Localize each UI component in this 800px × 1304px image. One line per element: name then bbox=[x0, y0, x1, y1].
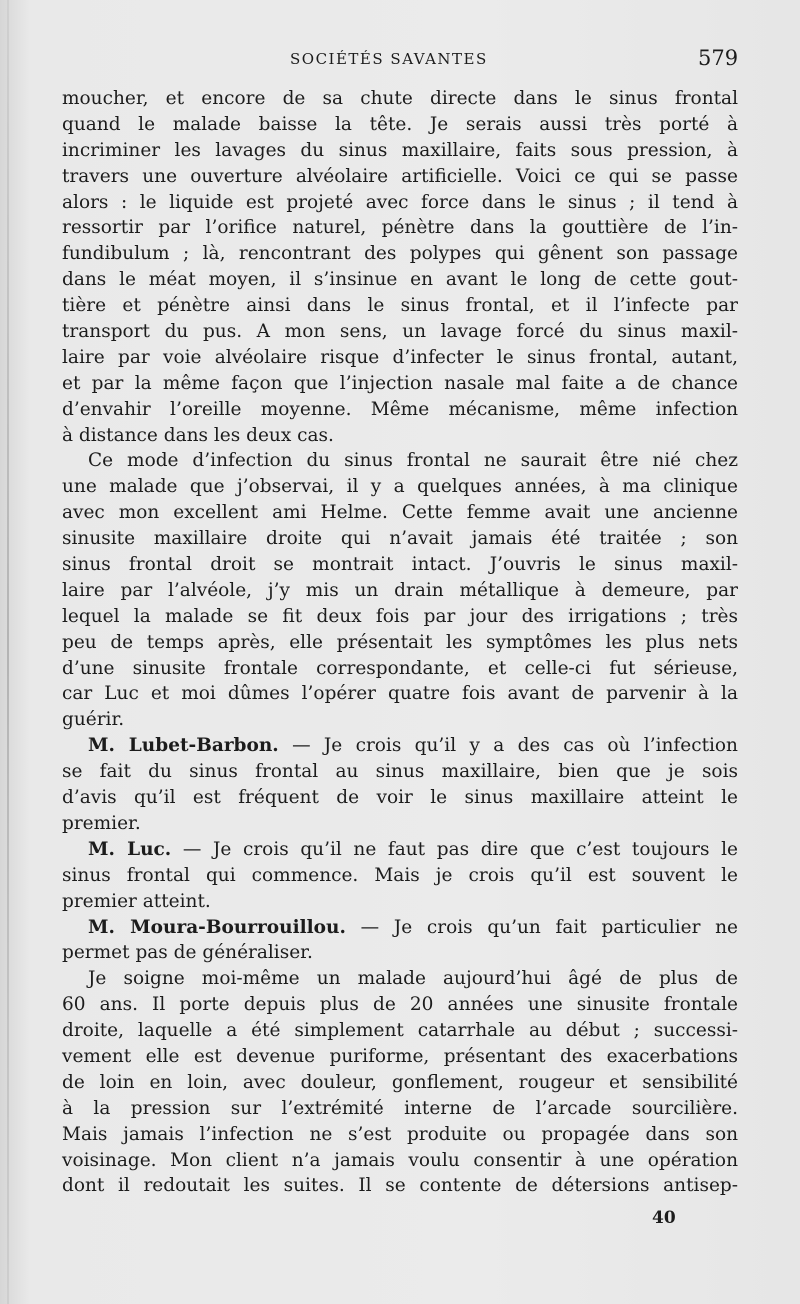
text-line: avec mon excellent ami Helme. Cette femme avait une ancienne bbox=[62, 502, 738, 524]
text-line: transport du pus. A mon sens, un lavage forcé du sinus maxil- bbox=[62, 321, 738, 343]
text-line: fundibulum ; là, rencontrant des polypes qui gênent son passage bbox=[62, 243, 738, 265]
text-line: de loin en loin, avec douleur, gonflement, rougeur et sensibilité bbox=[62, 1071, 738, 1093]
text-line: car Luc et moi dûmes l’opérer quatre fois avant de parvenir à la bbox=[62, 683, 738, 705]
text-line: alors : le liquide est projeté avec force dans le sinus ; il tend à bbox=[62, 191, 738, 213]
text-line: à distance dans les deux cas. bbox=[62, 424, 334, 446]
speech-line bbox=[62, 915, 738, 941]
text-line: Je soigne moi-même un malade aujourd’hui âgé de plus de bbox=[88, 968, 738, 990]
signature-mark: 40 bbox=[652, 1208, 676, 1228]
text-line: d’avis qu’il est fréquent de voir le sinus maxillaire atteint le bbox=[62, 787, 738, 809]
text-line: premier. bbox=[62, 812, 141, 834]
text-line: dans le méat moyen, il s’insinue en avant le long de cette gout- bbox=[62, 269, 738, 291]
running-header-title: SOCIÉTÉS SAVANTES bbox=[290, 50, 488, 68]
text-line: lequel la malade se fit deux fois par jour des irrigations ; très bbox=[62, 605, 738, 627]
text-line: d’une sinusite frontale correspondante, et celle-ci fut sérieuse, bbox=[62, 657, 738, 679]
text-line: sinus frontal qui commence. Mais je crois qu’il est souvent le bbox=[62, 864, 738, 886]
text-line: ressortir par l’orifice naturel, pénètre dans la gouttière de l’in- bbox=[62, 217, 738, 239]
text-line: permet pas de généraliser. bbox=[62, 942, 313, 964]
text-line: premier atteint. bbox=[62, 890, 211, 912]
text-line: se fait du sinus frontal au sinus maxillaire, bien que je sois bbox=[62, 761, 738, 783]
text-line: incriminer les lavages du sinus maxillaire, faits sous pression, à bbox=[62, 139, 738, 161]
speech-line bbox=[62, 837, 738, 863]
text-line: 60 ans. Il porte depuis plus de 20 années une sinusite frontale bbox=[62, 994, 738, 1016]
text-line: guérir. bbox=[62, 709, 125, 731]
text-line: d’envahir l’oreille moyenne. Même mécanisme, même infection bbox=[62, 398, 738, 420]
text-line: à la pression sur l’extrémité interne de l’arcade sourcilière. bbox=[62, 1097, 738, 1119]
speech-text: — Je crois qu’il y a des cas où l’infection bbox=[292, 735, 738, 757]
body-text bbox=[62, 86, 738, 1199]
speech-text: — Je crois qu’il ne faut pas dire que c’est toujours le bbox=[182, 838, 738, 860]
speech-text: — Je crois qu’un fait particulier ne bbox=[360, 916, 738, 938]
text-line: une malade que j’observai, il y a quelques années, à ma clinique bbox=[62, 476, 738, 498]
text-line: droite, laquelle a été simplement catarrhale au début ; successi- bbox=[62, 1020, 738, 1042]
speaker-name: M. Lubet-Barbon. bbox=[88, 735, 279, 757]
text-line: tière et pénètre ainsi dans le sinus frontal, et il l’infecte par bbox=[62, 295, 738, 317]
text-line: quand le malade baisse la tête. Je serais aussi très porté à bbox=[62, 113, 738, 135]
text-line: dont il redoutait les suites. Il se contente de détersions antisep- bbox=[62, 1175, 738, 1197]
text-line: Ce mode d’infection du sinus frontal ne saurait être nié chez bbox=[88, 450, 738, 472]
text-line: laire par l’alvéole, j’y mis un drain métallique à demeure, par bbox=[62, 579, 738, 601]
page-number: 579 bbox=[698, 46, 739, 70]
text-line: vement elle est devenue puriforme, présentant des exacerbations bbox=[62, 1045, 738, 1067]
text-line: moucher, et encore de sa chute directe dans le sinus frontal bbox=[62, 88, 738, 109]
text-line: sinusite maxillaire droite qui n’avait jamais été traitée ; son bbox=[62, 528, 738, 550]
text-line: Mais jamais l’infection ne s’est produite ou propagée dans son bbox=[62, 1123, 738, 1145]
text-line: et par la même façon que l’injection nasale mal faite a de chance bbox=[62, 372, 738, 394]
speech-line bbox=[62, 733, 738, 759]
text-line: peu de temps après, elle présentait les symptômes les plus nets bbox=[62, 631, 738, 653]
text-line: sinus frontal droit se montrait intact. J’ouvris le sinus maxil- bbox=[62, 554, 738, 576]
page-gutter-shadow bbox=[7, 0, 9, 1304]
speaker-name: M. Luc. bbox=[88, 838, 172, 860]
text-line: travers une ouverture alvéolaire artificielle. Voici ce qui se passe bbox=[62, 165, 738, 187]
speaker-name: M. Moura-Bourrouillou. bbox=[88, 916, 346, 938]
text-line: laire par voie alvéolaire risque d’infecter le sinus frontal, autant, bbox=[62, 346, 738, 368]
text-line: voisinage. Mon client n’a jamais voulu consentir à une opération bbox=[62, 1149, 738, 1171]
